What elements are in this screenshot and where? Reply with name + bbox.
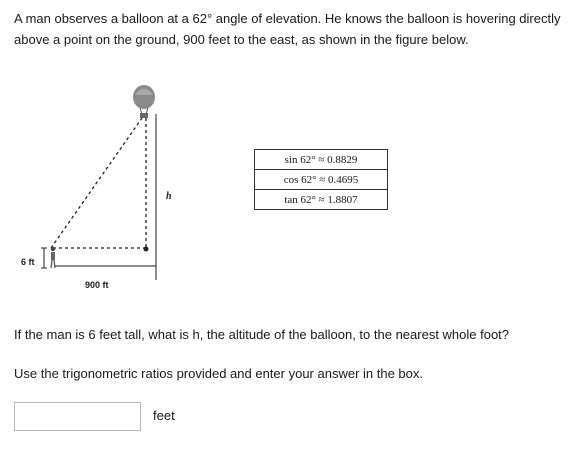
man-icon <box>51 247 55 268</box>
question-prompt: If the man is 6 feet tall, what is h, the altitude of the balloon, to the nearest whole foot? <box>14 327 510 342</box>
man-height-label: 6 ft <box>21 257 35 267</box>
balloon-figure <box>18 82 178 294</box>
balloon-icon <box>133 85 155 118</box>
h-label: h <box>166 191 172 202</box>
unit-label: feet <box>153 408 175 423</box>
answer-input[interactable] <box>14 402 141 431</box>
distance-label: 900 ft <box>85 280 109 290</box>
man-height-bracket <box>41 248 47 268</box>
table-row <box>255 190 388 210</box>
sight-line <box>51 118 142 248</box>
table-row <box>255 150 388 170</box>
trig-ratio-table <box>254 149 388 210</box>
table-row <box>255 170 388 190</box>
cos-value: cos 62° ≈ 0.4695 <box>255 170 388 190</box>
tan-value: tan 62° ≈ 1.8807 <box>255 190 388 210</box>
question-intro: A man observes a balloon at a 62° angle of elevation. He knows the balloon is hovering directly above a point on the ground, 900 feet to the east, as shown in the figure below. <box>14 11 561 47</box>
question-instruction: Use the trigonometric ratios provided and enter your answer in the box. <box>14 366 423 381</box>
sin-value: sin 62° ≈ 0.8829 <box>255 150 388 170</box>
